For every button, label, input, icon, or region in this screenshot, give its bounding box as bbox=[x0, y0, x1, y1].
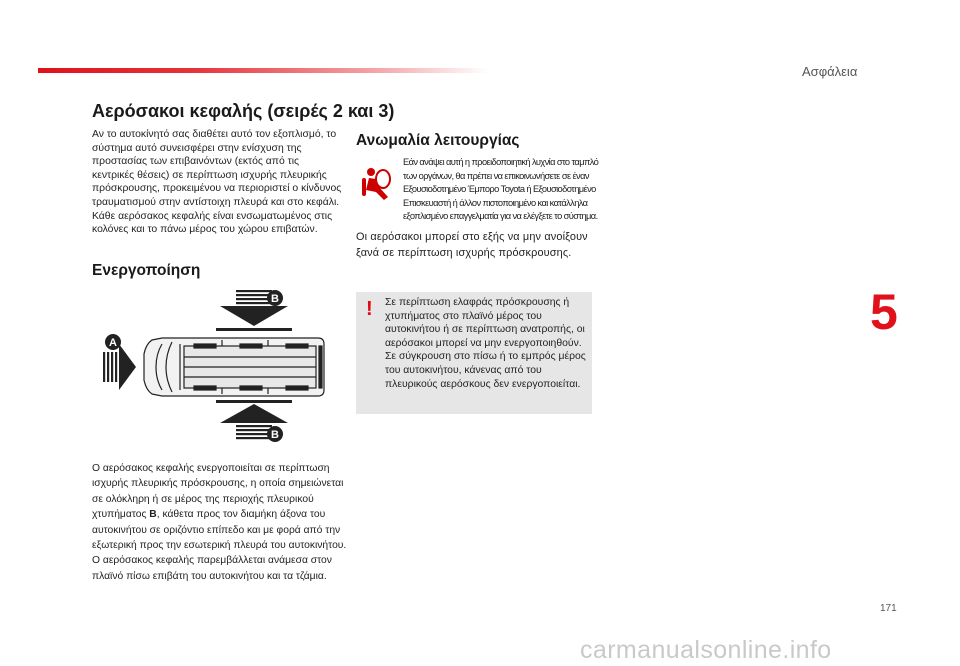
header-accent-bar bbox=[38, 68, 488, 73]
caution-text: Σε περίπτωση ελαφράς πρόσκρουσης ή χτυπήματος στο πλαϊνό μέρος του αυτοκινήτου ή σε περίπτωση ανατροπής, οι αερόσακοι μπορεί να μην ενεργοποιηθούν. Σε σύγκρουση στο πίσω ή το εμπρός μέρος του αυτοκινήτου, κάνενας από του πλευρικούς αερόσκους δεν ενεργοποιείται. bbox=[385, 297, 586, 390]
label-a-badge bbox=[104, 333, 122, 351]
watermark: carmanualsonline.info bbox=[580, 636, 832, 664]
label-b-top-badge bbox=[266, 289, 284, 307]
label-b-top: B bbox=[271, 293, 279, 305]
label-b-bottom-badge bbox=[266, 425, 284, 443]
airbag-warning-icon bbox=[358, 164, 398, 204]
activation-heading: Ενεργοποίηση bbox=[92, 262, 201, 279]
label-b-bottom: B bbox=[271, 429, 279, 441]
caution-mark: ! bbox=[366, 298, 373, 320]
label-a: A bbox=[109, 337, 117, 349]
activation-paragraph bbox=[92, 461, 348, 584]
section-title: Ασφάλεια bbox=[802, 64, 858, 79]
no-open-text: Οι αερόσακοι μπορεί στο εξής να μην ανοίξουν ξανά σε περίπτωση ισχυρής πρόσκρουσης. bbox=[356, 231, 588, 260]
malfunction-heading: Ανωμαλία λειτουργίας bbox=[356, 132, 520, 149]
page-title: Αερόσακοι κεφαλής (σειρές 2 και 3) bbox=[92, 101, 395, 121]
chapter-number: 5 bbox=[870, 284, 898, 340]
car-outline bbox=[144, 338, 324, 396]
intro-paragraph bbox=[92, 128, 342, 237]
side-impact-diagram bbox=[100, 284, 330, 446]
page-number: 171 bbox=[880, 603, 897, 614]
activation-text-bold: B bbox=[149, 509, 157, 521]
warning-lamp-text: Εάν ανάψει αυτή η προειδοποιητική λυχνία στο ταμπλό των οργάνων, θα πρέπει να επικοινωνήσετε σε έναν Εξουσιοδοτημένο Έμπορο Toyota ή Εξουσιοδοτημένο Επισκευαστή ή άλλον πιστοποιημένο και κατάλληλα εξοπλισμένο επαγγελματία για να ελέγξετε το σύστημα. bbox=[403, 157, 599, 221]
activation-text-before: Ο αερόσακος κεφαλής ενεργοποιείται σε περίπτωση ισχυρής πλευρικής πρόσκρουσης, η οποία σημειώνεται σε ολόκληρη ή σε μέρος της περιοχής πλευρικού χτυπήματος bbox=[92, 463, 344, 521]
intro-text: Αν το αυτοκίνητό σας διαθέτει αυτό τον εξοπλισμό, το σύστημα αυτό συνεισφέρει στην ενίσχυση της προστασίας των επιβαινόντων (εκτός από τις κεντρικές θέσεις) σε περίπτωση ισχυρής πλευρικής πρόσκρουσης, προκειμένου να περιοριστεί ο κίνδυνος τραυματισμού στην αντίστοιχη πλευρά και στο κεφάλι. Κάθε αερόσακος κεφαλής είναι ενσωματωμένος στις κολόνες και το πάνω μέρος του χώρου επιβατών. bbox=[92, 129, 342, 236]
activation-text-after: , κάθετα προς τον διαμήκη άξονα του αυτοκινήτου σε οριζόντιο επίπεδο και με φορά από την εξωτερική προς την εσωτερική πλευρά του αυτοκινήτου. Ο αερόσακος κεφαλής παρεμβάλλεται ανάμεσα στον πλαϊνό πίσω επιβάτη του αυτοκινήτου και τα τζάμια. bbox=[92, 509, 347, 582]
